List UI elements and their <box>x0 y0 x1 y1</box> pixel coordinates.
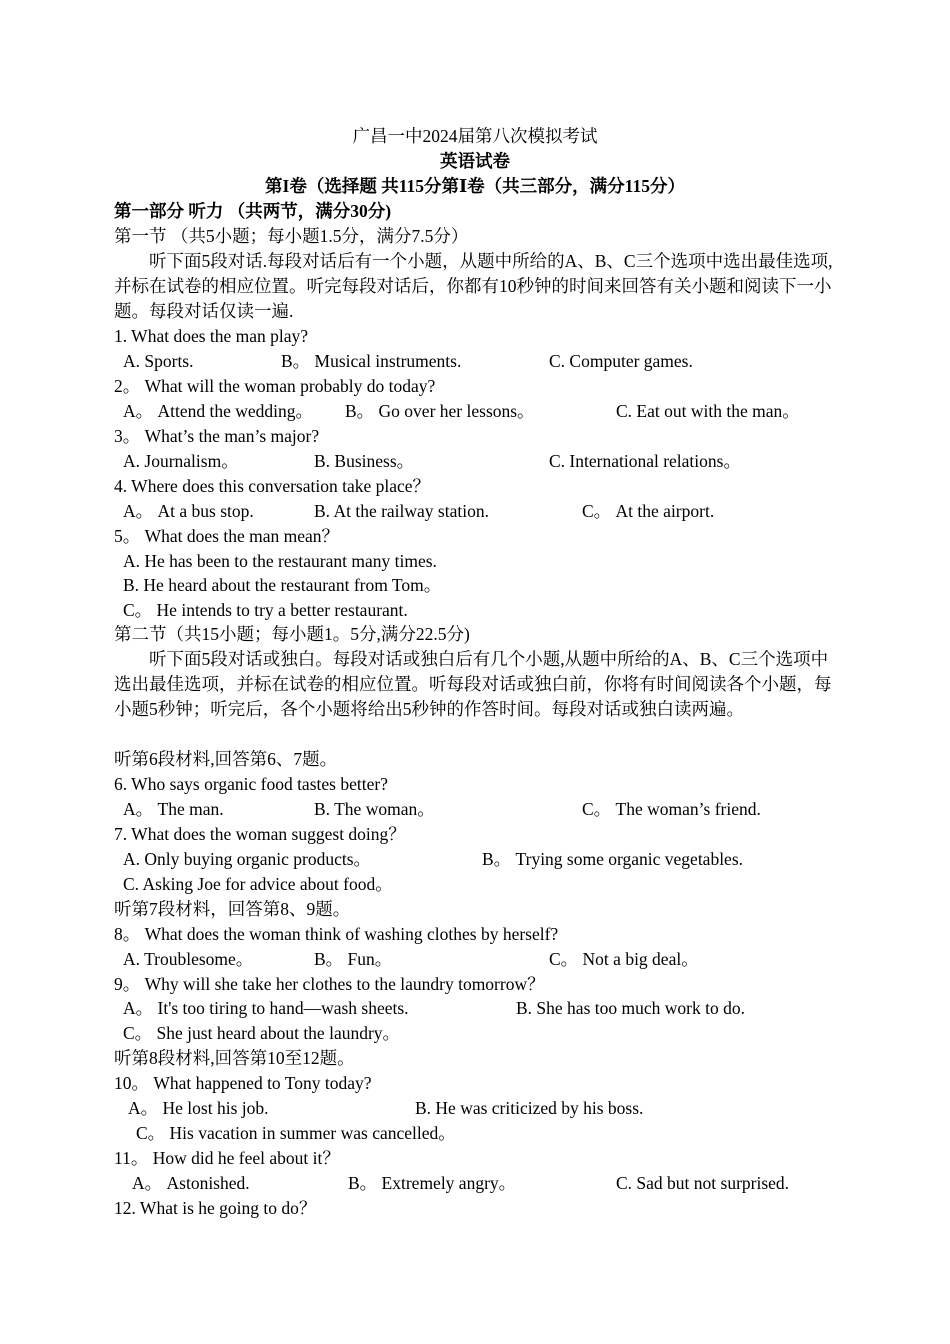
question-1-option-c: C. Computer games. <box>549 351 693 371</box>
question-9-option-a: A。 It's too tiring to hand—wash sheets. <box>123 998 409 1018</box>
question-6-stem: 6. Who says organic food tastes better? <box>114 774 388 794</box>
volume-title: 第I卷（选择题 共115分第Ⅰ卷（共三部分，满分115分） <box>265 176 685 196</box>
material-6-heading: 听第6段材料,回答第6、7题。 <box>114 749 338 769</box>
question-12-stem: 12. What is he going to do？ <box>114 1198 317 1218</box>
question-4-option-a: A。 At a bus stop. <box>123 501 254 521</box>
question-5-option-a: A. He has been to the restaurant many times. <box>123 551 437 571</box>
question-3-option-a: A. Journalism。 <box>123 451 239 471</box>
material-7-heading: 听第7段材料，回答第8、9题。 <box>114 899 351 919</box>
question-6-option-c: C。 The woman’s friend. <box>582 799 761 819</box>
question-8-option-b: B。 Fun。 <box>314 949 393 969</box>
school-title: 广昌一中2024届第八次模拟考试 <box>352 126 598 146</box>
question-3-stem: 3。 What’s the man’s major? <box>114 426 320 446</box>
question-10-stem: 10。 What happened to Tony today? <box>114 1073 372 1093</box>
question-8-option-c: C。 Not a big deal。 <box>549 949 699 969</box>
question-9-stem: 9。 Why will she take her clothes to the laundry tomorrow？ <box>114 974 545 994</box>
material-8-heading: 听第8段材料,回答第10至12题。 <box>114 1048 355 1068</box>
question-5-option-c: C。 He intends to try a better restaurant. <box>123 600 408 620</box>
question-2-option-a: A。 Attend the wedding。 <box>123 401 314 421</box>
question-3-option-c: C. International relations。 <box>549 451 741 471</box>
question-5-option-b: B. He heard about the restaurant from Tom。 <box>123 575 442 595</box>
question-11-option-c: C. Sad but not surprised. <box>616 1173 790 1193</box>
question-10-option-a: A。 He lost his job. <box>128 1098 269 1118</box>
part1-title: 第一部分 听力 （共两节，满分30分) <box>114 201 392 221</box>
question-1-option-a: A. Sports. <box>123 351 194 371</box>
section1-instructions: 听下面5段对话.每段对话后有一个小题，从题中所给的A、B、C三个选项中选出最佳选项,并标在试卷的相应位置。听完每段对话后，你都有10秒钟的时间来回答有关小题和阅读下一小题。每段对话仅读一遍. <box>114 251 833 321</box>
question-4-stem: 4. Where does this conversation take place？ <box>114 476 431 496</box>
question-1-stem: 1. What does the man play? <box>114 326 309 346</box>
question-4-option-b: B. At the railway station. <box>314 501 489 521</box>
question-7-option-c: C. Asking Joe for advice about food。 <box>123 874 393 894</box>
section1-title: 第一节 （共5小题；每小题1.5分，满分7.5分） <box>114 226 469 246</box>
question-7-option-b: B。 Trying some organic vegetables. <box>482 849 744 869</box>
question-10-option-c: C。 His vacation in summer was cancelled。 <box>136 1123 456 1143</box>
section2-instructions: 听下面5段对话或独白。每段对话或独白后有几个小题,从题中所给的A、B、C三个选项中选出最佳选项，并标在试卷的相应位置。听每段对话或独白前，你将有时间阅读各个小题，每小题5秒钟；听完后，各个小题将给出5秒钟的作答时间。每段对话或独白读两遍。 <box>114 649 832 719</box>
question-2-option-b: B。 Go over her lessons。 <box>345 401 535 421</box>
section2-title: 第二节（共15小题；每小题1。5分,满分22.5分) <box>114 624 470 644</box>
question-1-option-b: B。 Musical instruments. <box>281 351 462 371</box>
question-2-option-c: C. Eat out with the man。 <box>616 401 800 421</box>
question-9-option-c: C。 She just heard about the laundry。 <box>123 1023 401 1043</box>
question-6-option-b: B. The woman。 <box>314 799 435 819</box>
question-8-stem: 8。 What does the woman think of washing clothes by herself? <box>114 924 559 944</box>
question-7-stem: 7. What does the woman suggest doing？ <box>114 824 406 844</box>
question-3-option-b: B. Business。 <box>314 451 415 471</box>
question-11-option-a: A。 Astonished. <box>132 1173 250 1193</box>
question-4-option-c: C。 At the airport. <box>582 501 715 521</box>
question-11-option-b: B。 Extremely angry。 <box>348 1173 517 1193</box>
question-9-option-b: B. She has too much work to do. <box>516 998 745 1018</box>
question-6-option-a: A。 The man. <box>123 799 224 819</box>
question-8-option-a: A. Troublesome。 <box>123 949 254 969</box>
question-7-option-a: A. Only buying organic products。 <box>123 849 372 869</box>
question-2-stem: 2。 What will the woman probably do today? <box>114 376 436 396</box>
question-10-option-b: B. He was criticized by his boss. <box>415 1098 644 1118</box>
question-11-stem: 11。 How did he feel about it？ <box>114 1148 340 1168</box>
question-5-stem: 5。 What does the man mean？ <box>114 526 340 546</box>
subject-title: 英语试卷 <box>440 151 510 171</box>
